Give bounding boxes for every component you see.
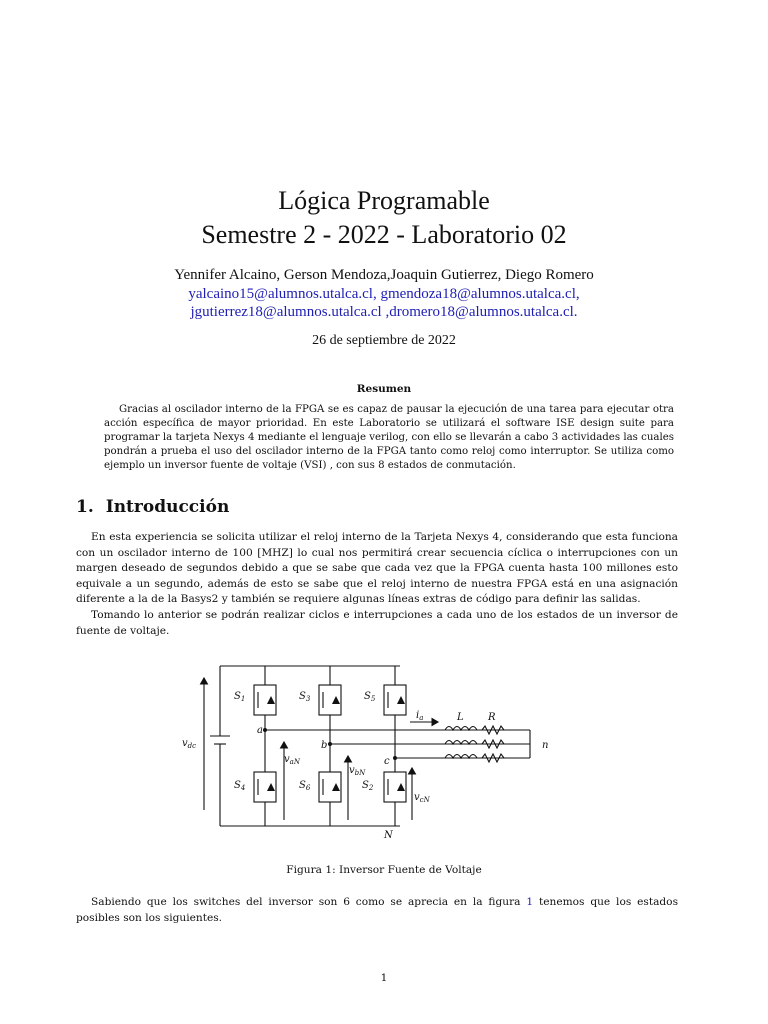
title-line-2: Semestre 2 - 2022 - Laboratorio 02 [201,220,567,249]
label-L: L [457,712,464,723]
label-s1: $S_1$ [234,691,246,703]
emails-line-1[interactable]: yalcaino15@alumnos.utalca.cl, gmendoza18@alumnos.utalca.cl, [188,286,580,302]
section-heading [76,497,229,517]
label-s3: $S_3$ [299,691,311,703]
para3-text-after: tenemos que los estados posibles son los siguientes. [76,896,679,924]
label-node-N: N [384,830,393,840]
intro-paragraph-2: Tomando lo anterior se podrán realizar ciclos e interrupciones a cada uno de los estados de un inversor de fuente de voltaje. [76,609,678,637]
label-node-n: n [542,740,549,751]
figure-caption: Figura 1: Inversor Fuente de Voltaje [286,864,482,876]
label-node-a: a [257,725,263,736]
label-van: $v_{aN}$ [284,754,300,766]
label-vdc: $v_{dc}$ [182,738,197,750]
intro-paragraph-3 [76,895,678,926]
date: 26 de septiembre de 2022 [312,333,456,348]
intro-paragraph-1: En esta experiencia se solicita utilizar el reloj interno de la Tarjeta Nexys 4, considerando que esta funciona con un oscilador interno de 100 [MHZ] lo cual nos permitirá crear secuencia cíclica o interrupciones con un margen deseado de segundos debido a que se sabe que cada vez que la FPGA cuenta hasta 100 millones esto equivale a un segundo, además de esto se sabe que el reloj interno de nuestra FPGA está en una asignación diferente a la de la Basys2 y también se requiere algunas líneas extras de código para definir las salidas. [76,531,678,605]
abstract-text: Gracias al oscilador interno de la FPGA se es capaz de pausar la ejecución de una tarea para ejecutar otra acción específica de mayor prioridad. En este Laboratorio se utilizará el software ISE design suite para programar la tarjeta Nexys 4 mediante el lenguaje verilog, con ello se llevarán a cabo 3 actividades las cuales pondrán a prueba el uso del oscilador interno de la FPGA tanto como reloj como interruptor. Se utiliza como ejemplo un inversor fuente de voltaje (VSI) , con sus 8 estados de conmutación. [104,404,674,471]
label-vbn: $v_{bN}$ [349,765,366,777]
label-vcn: $v_{cN}$ [414,792,430,804]
inverter-circuit-diagram [170,660,570,840]
para3-text-before: Sabiendo que los switches del inversor son 6 como se aprecia en la figura [91,896,521,908]
figure-reference-link[interactable]: 1 [526,896,534,908]
label-ia: $i_a$ [416,710,424,722]
label-s5: $S_5$ [364,691,376,703]
authors: Yennifer Alcaino, Gerson Mendoza,Joaquin Gutierrez, Diego Romero [174,267,594,283]
title-line-1: Lógica Programable [278,186,490,215]
section-number: 1. [76,497,94,517]
label-s6: $S_6$ [299,780,311,792]
label-node-b: b [321,740,328,751]
label-R: R [488,712,496,723]
label-s4: $S_4$ [234,780,246,792]
emails-line-2[interactable]: jgutierrez18@alumnos.utalca.cl ,dromero18@alumnos.utalca.cl. [190,304,578,320]
page-number: 1 [380,972,388,984]
label-node-c: c [384,756,390,767]
section-title: Introducción [105,497,230,517]
abstract-heading: Resumen [356,383,412,395]
label-s2: $S_2$ [362,780,374,792]
